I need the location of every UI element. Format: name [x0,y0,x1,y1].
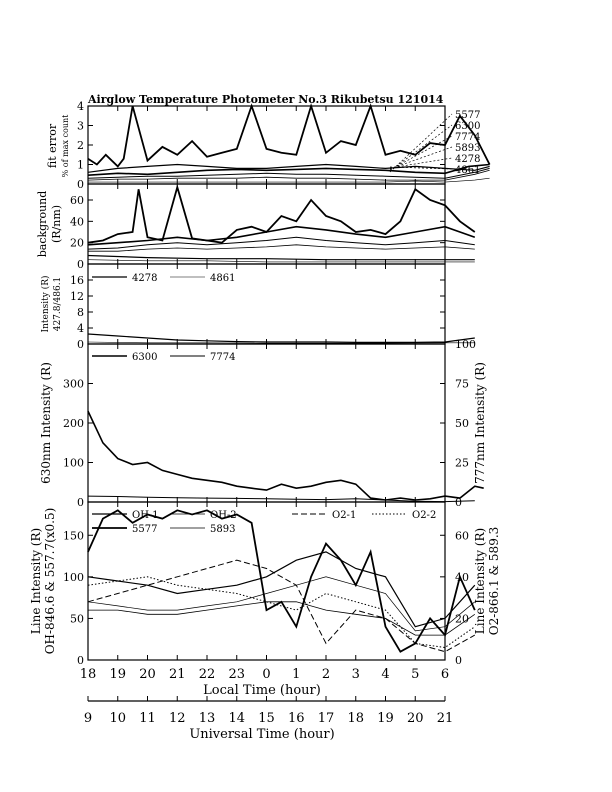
lt-tick-label: 1 [292,667,301,682]
y-tick-label: 40 [70,215,84,229]
y2-tick-label: 60 [455,529,469,543]
lt-tick-label: 21 [168,667,186,682]
y2-tick-label: 20 [455,612,469,626]
panel-frame-oi-red-green [88,344,445,502]
ylabel-oh-1: Line Intensity (R) [29,527,43,635]
right-label-5893: 5893 [455,143,481,154]
legend-5893-label: 5893 [210,524,236,535]
right-label-6300: 6300 [455,121,481,132]
legend-5577-label: 5577 [132,524,158,535]
legend-4278-label: 4278 [132,273,158,284]
ut-axis-label: Universal Time (hour) [189,727,335,742]
series-line-oh-o2-o2-2 [88,577,475,648]
y2-tick-label: 50 [455,417,469,430]
y-tick-label: 150 [63,529,84,543]
y2-tick-label: 0 [455,496,462,509]
ut-tick-label: 16 [287,711,305,726]
y-tick-label: 0 [77,178,84,191]
ylabel-background-2: (R/nm) [50,204,63,244]
ylabel-630nm: 630nm Intensity (R) [39,362,53,484]
y2-tick-label: 75 [455,377,469,391]
lt-axis-label: Local Time (hour) [203,683,321,698]
y2-tick-label: 40 [455,570,469,584]
ylabel-o2-1: Line Intensity (R) [473,527,487,635]
ylabel-blue-lines-1: Intensity (R) [41,275,51,333]
ylabel-blue-lines-2: 427.8/486.1 [53,276,63,332]
y-tick-label: 2 [77,139,84,152]
y2-tick-label: 100 [455,338,476,351]
y-tick-label: 60 [70,194,84,207]
right-label-7774: 7774 [455,132,481,143]
y-tick-label: 12 [70,290,84,303]
lt-tick-label: 2 [321,667,331,682]
ut-tick-label: 9 [83,711,93,726]
ut-tick-label: 13 [198,711,216,726]
ut-tick-label: 20 [406,711,424,726]
lt-tick-label: 0 [262,667,271,682]
lt-tick-label: 18 [79,667,97,682]
y-tick-label: 0 [77,496,84,509]
ut-tick-label: 10 [109,711,127,726]
legend-o2-2-label: O2-2 [412,510,437,521]
lt-tick-label: 22 [198,667,216,682]
y-tick-label: 4 [77,100,84,113]
series-line-background-5893 [88,245,475,251]
series-line-background-7774 [88,237,475,249]
chart-title: Airglow Temperature Photometer No.3 Rikubetsu 121014 [88,93,444,106]
right-label-5577: 5577 [455,110,481,121]
lt-tick-label: 19 [109,667,127,682]
ut-tick-label: 11 [139,711,156,726]
legend-oh-2-label: OH-2 [210,510,237,521]
ut-tick-label: 18 [347,711,365,726]
series-line-oi-red-green-6300 [88,411,484,500]
right-label-4278: 4278 [455,154,481,165]
y-tick-label: 200 [63,417,84,430]
y-tick-label: 3 [77,119,84,133]
legend-o2-1-label: O2-1 [332,510,357,521]
y-tick-label: 300 [63,377,84,391]
right-label-4861: 4861 [455,165,481,176]
series-line-background-5577 [88,187,475,243]
y2-tick-label: 25 [455,456,469,470]
y-tick-label: 4 [77,322,84,335]
y-tick-label: 16 [70,274,84,287]
y-tick-label: 100 [63,456,84,470]
series-line-blue-lines-4278 [88,334,475,342]
series-line-background-4278 [88,256,475,260]
legend-7774-label: 7774 [210,352,236,363]
y-tick-label: 20 [70,236,84,250]
legend-oh-1-label: OH-1 [132,510,159,521]
ylabel-o2-2: O2-866.1 & 589.3 [487,526,501,636]
y-tick-label: 1 [77,158,84,172]
y-tick-label: 8 [77,306,84,319]
y-tick-label: 0 [77,258,84,271]
lt-tick-label: 4 [381,667,390,682]
series-line-fit-error-5577 [88,106,490,166]
lt-tick-label: 3 [351,667,360,682]
panel-frame-background [88,184,445,264]
series-line-oh-o2-5893 [88,602,475,635]
y-tick-label: 0 [77,654,84,667]
ut-tick-label: 14 [228,711,246,726]
ut-tick-label: 15 [258,711,275,726]
y2-tick-label: 0 [455,654,462,667]
lt-tick-label: 23 [228,667,246,682]
ut-tick-label: 12 [168,711,186,726]
series-line-oi-red-green-7774 [88,496,475,502]
legend-6300-label: 6300 [132,352,158,363]
ut-tick-label: 19 [377,711,394,726]
lt-tick-label: 6 [440,667,450,682]
series-line-fit-error-5893 [88,170,490,180]
legend-4861-label: 4861 [210,273,236,284]
ut-tick-label: 21 [436,711,454,726]
lt-tick-label: 5 [411,667,420,682]
ylabel-background-1: background [36,190,49,258]
series-line-fit-error-4278 [88,165,490,173]
lt-tick-label: 20 [139,667,156,682]
panel-frame-fit-error [88,106,445,184]
y-tick-label: 0 [77,338,84,351]
data-series [88,106,490,652]
ut-tick-label: 17 [317,711,335,726]
y-tick-label: 100 [63,570,84,584]
ylabel-fit-error-1: fit error [46,123,59,169]
ylabel-fit-error-2: % of max count [61,114,70,178]
ylabel-oh-2: OH-846.6 & 557.7(x0.5) [43,507,57,655]
ylabel-777nm: 777nm Intensity (R) [473,362,487,484]
leader-line [390,114,452,172]
y-tick-label: 50 [70,612,84,626]
